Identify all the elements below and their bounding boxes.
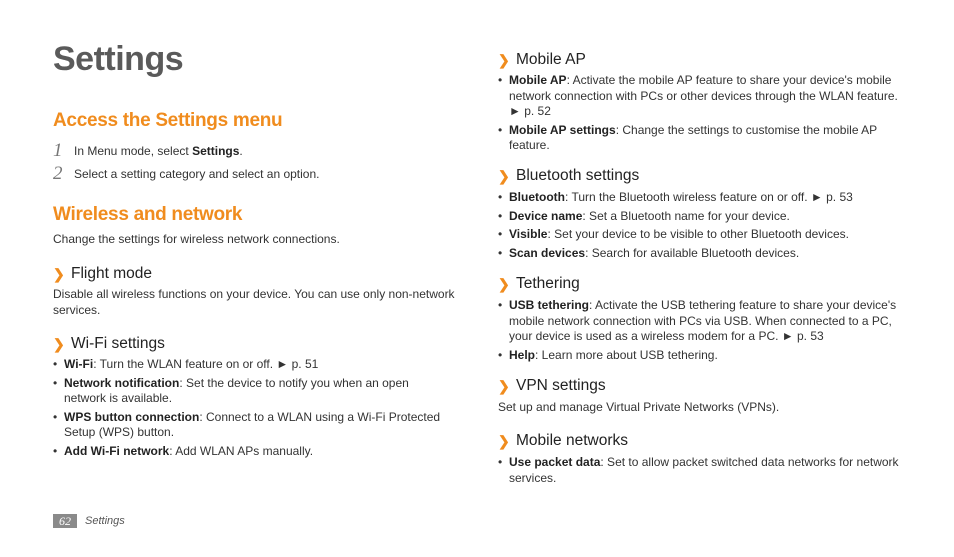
list-item — [498, 246, 903, 262]
item-desc: : Add WLAN APs manually. — [169, 443, 314, 458]
mobile-networks-list — [498, 455, 903, 489]
chevron-right-icon: ❯ — [53, 265, 65, 282]
item-desc: : Connect to a WLAN using a Wi-Fi Protected Setup (WPS) button. — [64, 409, 441, 439]
list-item — [53, 410, 453, 441]
step-number: 2 — [53, 163, 63, 184]
step-2 — [53, 163, 320, 184]
list-item — [498, 227, 903, 243]
list-item — [498, 190, 903, 206]
item-desc: : Search for available Bluetooth devices. — [585, 245, 800, 260]
item-term: Mobile AP settings — [509, 122, 616, 137]
vpn-settings-heading — [498, 377, 606, 395]
list-item — [498, 123, 903, 154]
item-desc: : Set your device to be visible to other Bluetooth devices. — [547, 227, 849, 241]
item-desc: : Activate the mobile AP feature to share your device's mobile network connection with PCs or other devices through the WLAN feature. ► p. 52 — [509, 73, 898, 118]
item-desc: : Set to allow packet switched data networks for network services. — [509, 455, 899, 485]
list-item — [53, 376, 453, 407]
item-term: USB tethering — [509, 298, 590, 312]
step-text: Select a setting category and select an option. — [74, 167, 320, 181]
step-text-post: . — [239, 144, 243, 158]
flight-mode-heading — [53, 265, 152, 283]
step-text — [74, 143, 243, 159]
tethering-title: Tethering — [516, 275, 580, 292]
step-1 — [53, 140, 243, 161]
list-item — [53, 357, 453, 373]
chevron-right-icon: ❯ — [498, 51, 510, 68]
list-item — [498, 73, 903, 120]
mobile-ap-heading — [498, 51, 586, 69]
list-item — [498, 209, 903, 225]
item-desc: : Turn the WLAN feature on or off. ► p. 51 — [93, 357, 319, 371]
mobile-ap-title: Mobile AP — [516, 51, 586, 68]
item-term: WPS button connection — [64, 409, 200, 424]
wireless-network-heading: Wireless and network — [53, 204, 243, 225]
chevron-right-icon: ❯ — [498, 377, 510, 394]
step-text-bold: Settings — [192, 144, 240, 158]
page-title: Settings — [53, 40, 184, 78]
item-term: Help — [509, 347, 536, 362]
bluetooth-settings-list — [498, 190, 903, 264]
item-term: Network notification — [64, 375, 180, 390]
tethering-heading — [498, 275, 580, 293]
footer-section-label: Settings — [85, 515, 125, 527]
tethering-list — [498, 298, 903, 366]
item-term: Use packet data — [509, 455, 601, 469]
bluetooth-settings-title: Bluetooth settings — [516, 167, 640, 184]
mobile-ap-list — [498, 73, 903, 157]
vpn-settings-title: VPN settings — [516, 377, 606, 394]
chevron-right-icon: ❯ — [498, 275, 510, 292]
page-number-badge: 62 — [53, 514, 77, 528]
wifi-settings-list — [53, 357, 453, 462]
step-text-pre: In Menu mode, select — [74, 144, 193, 158]
list-item — [498, 455, 903, 486]
wifi-settings-title: Wi-Fi settings — [71, 335, 165, 352]
item-desc: : Activate the USB tethering feature to share your device's mobile network connection with PCs via USB. When connected to a PC, your device is used as a wireless modem for a PC. ► p. 53 — [509, 298, 897, 343]
item-term: Mobile AP — [509, 73, 567, 87]
item-term: Device name — [509, 208, 583, 223]
flight-mode-title: Flight mode — [71, 265, 152, 282]
chevron-right-icon: ❯ — [53, 335, 65, 352]
wifi-settings-heading — [53, 335, 165, 353]
item-term: Add Wi-Fi network — [64, 443, 170, 458]
mobile-networks-title: Mobile networks — [516, 432, 628, 449]
item-term: Visible — [509, 227, 548, 241]
list-item — [498, 348, 903, 364]
step-number: 1 — [53, 140, 63, 161]
item-desc: : Learn more about USB tethering. — [535, 347, 718, 362]
page-footer — [53, 514, 125, 528]
item-term: Bluetooth — [509, 190, 565, 204]
chevron-right-icon: ❯ — [498, 167, 510, 184]
list-item — [498, 298, 903, 345]
item-desc: : Set a Bluetooth name for your device. — [582, 208, 790, 223]
chevron-right-icon: ❯ — [498, 432, 510, 449]
item-desc: : Set the device to notify you when an open network is available. — [64, 375, 409, 405]
vpn-settings-text: Set up and manage Virtual Private Networks (VPNs). — [498, 400, 780, 414]
flight-mode-text: Disable all wireless functions on your device. You can use only non-network services. — [53, 287, 455, 317]
item-desc: : Change the settings to customise the mobile AP feature. — [509, 122, 877, 152]
bluetooth-settings-heading — [498, 167, 639, 185]
mobile-networks-heading — [498, 432, 628, 450]
access-settings-heading: Access the Settings menu — [53, 110, 283, 131]
item-desc: : Turn the Bluetooth wireless feature on or off. ► p. 53 — [565, 190, 853, 204]
item-term: Wi-Fi — [64, 357, 94, 371]
list-item — [53, 444, 453, 460]
item-term: Scan devices — [509, 245, 586, 260]
wireless-intro: Change the settings for wireless network connections. — [53, 232, 340, 246]
